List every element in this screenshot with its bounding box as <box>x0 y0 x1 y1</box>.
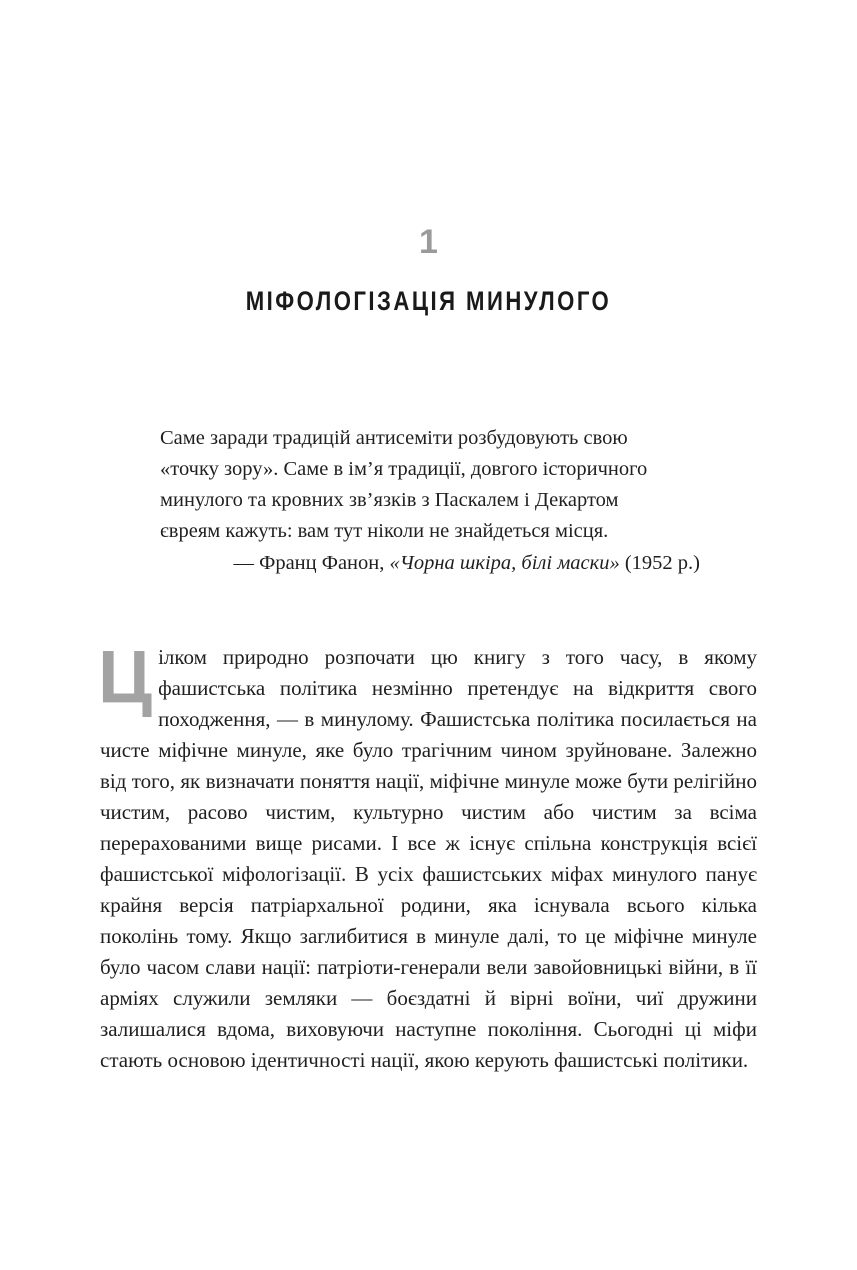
epigraph-line: минулого та кровних зв’язків з Паскалем і Декартом <box>160 489 619 511</box>
drop-cap: Ц <box>98 635 153 718</box>
chapter-title: МІФОЛОГІЗАЦІЯ МИНУЛОГО <box>245 286 612 316</box>
epigraph <box>160 423 700 579</box>
epigraph-line: євреям кажуть: вам тут ніколи не знайдеться місця. <box>160 520 609 542</box>
epigraph-work-title: «Чорна шкіра, білі маски» <box>389 552 620 574</box>
body-text: ілком природно розпочати цю книгу з того часу, в якому фашистська політика незмінно претендує на відкриття свого походження, — в минулому. Фашистська політика посилається на чисте міфічне минуле, яке було трагічним чином зруйноване. Залежно від того, як визначати поняття нації, міфічне минуле може бути релігійно чистим, расово чистим, культурно чистим або чистим за всіма перерахованими вище рисами. І все ж існує спільна конструкція всієї фашистської міфологізації. В усіх фашистських міфах минулого панує крайня версія патріархальної родини, яка існувала всього кілька поколінь тому. Якщо заглибитися в минуле далі, то це міфічне минуле було часом слави нації: патріоти-генерали вели завойовницькі війни, в її арміях служили земляки — боєздатні й вірні воїни, чиї дружини залишалися вдома, виховуючи наступне покоління. Сьогодні ці міфи стають основою ідентичності нації, якою керують фашистські політики. <box>100 645 757 1072</box>
epigraph-line: «точку зору». Саме в ім’я традиції, довгого історичного <box>160 458 648 480</box>
epigraph-line: Саме заради традицій антисеміти розбудовують свою <box>160 427 628 449</box>
epigraph-attribution <box>160 548 700 579</box>
epigraph-author: — Франц Фанон, <box>233 552 390 574</box>
chapter-number: 1 <box>419 223 438 261</box>
epigraph-year: (1952 р.) <box>619 552 700 574</box>
body-paragraph <box>98 635 757 1076</box>
